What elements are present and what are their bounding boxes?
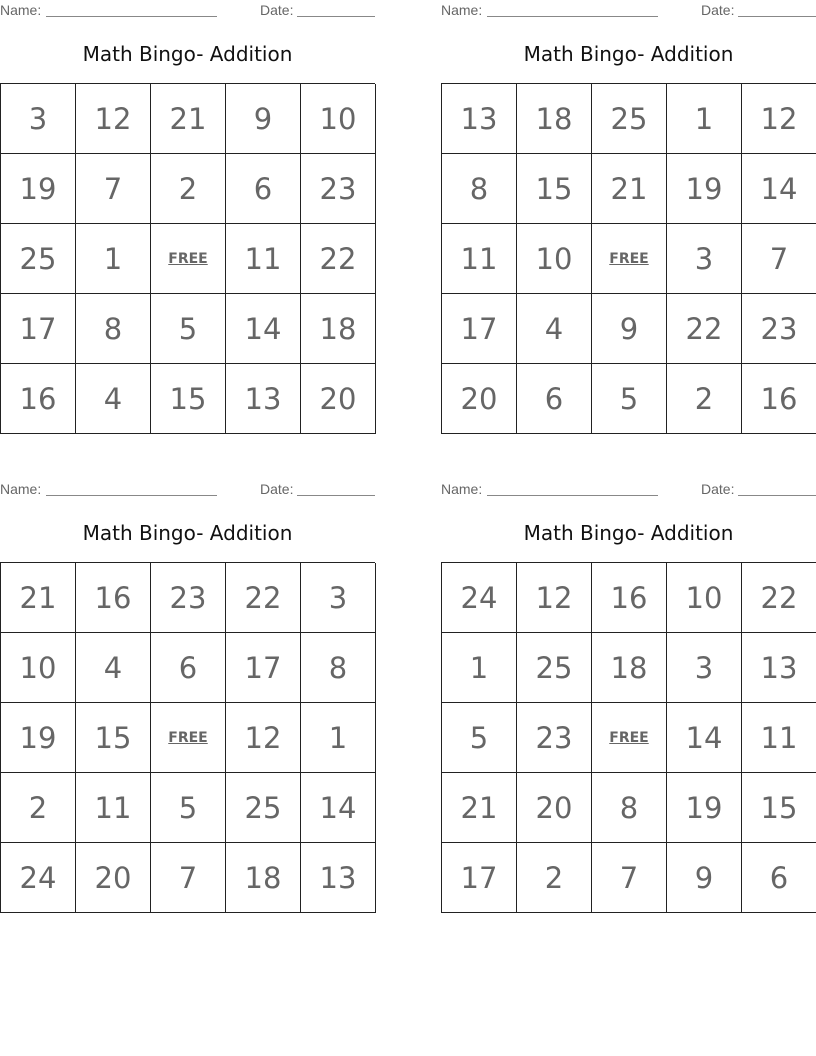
date-label: Date: bbox=[260, 481, 294, 497]
bingo-cell: 3 bbox=[1, 84, 76, 154]
bingo-cell: 5 bbox=[592, 364, 667, 434]
free-space: FREE bbox=[592, 703, 667, 773]
card-title: Math Bingo- Addition bbox=[523, 521, 734, 545]
bingo-cell: 15 bbox=[76, 703, 151, 773]
bingo-cell: 18 bbox=[592, 633, 667, 703]
bingo-cell: 24 bbox=[442, 563, 517, 633]
bingo-cell: 19 bbox=[667, 154, 742, 224]
free-space: FREE bbox=[151, 224, 226, 294]
name-label: Name: bbox=[441, 481, 483, 497]
bingo-cell: 4 bbox=[517, 294, 592, 364]
bingo-cell: 24 bbox=[1, 843, 76, 913]
bingo-cell: 1 bbox=[301, 703, 376, 773]
bingo-cell: 6 bbox=[742, 843, 816, 913]
bingo-cell: 1 bbox=[76, 224, 151, 294]
date-blank bbox=[738, 16, 816, 17]
bingo-cell: 13 bbox=[301, 843, 376, 913]
bingo-cell: 14 bbox=[301, 773, 376, 843]
bingo-cell: 5 bbox=[151, 773, 226, 843]
bingo-cell: 10 bbox=[667, 563, 742, 633]
bingo-cell: 7 bbox=[76, 154, 151, 224]
bingo-cell: 16 bbox=[592, 563, 667, 633]
card-title: Math Bingo- Addition bbox=[523, 42, 734, 66]
bingo-card-3 bbox=[0, 479, 375, 913]
bingo-cell: 21 bbox=[151, 84, 226, 154]
bingo-cell: 7 bbox=[592, 843, 667, 913]
bingo-grid bbox=[0, 562, 375, 913]
bingo-cell: 12 bbox=[76, 84, 151, 154]
bingo-cell: 7 bbox=[742, 224, 816, 294]
card-header bbox=[0, 2, 375, 20]
bingo-cell: 3 bbox=[301, 563, 376, 633]
bingo-cell: 11 bbox=[442, 224, 517, 294]
card-header bbox=[0, 481, 375, 499]
bingo-cell: 19 bbox=[1, 703, 76, 773]
bingo-grid bbox=[0, 83, 375, 434]
bingo-cell: 13 bbox=[442, 84, 517, 154]
bingo-cell: 20 bbox=[442, 364, 517, 434]
bingo-cell: 12 bbox=[517, 563, 592, 633]
card-title: Math Bingo- Addition bbox=[82, 42, 293, 66]
bingo-cell: 21 bbox=[592, 154, 667, 224]
bingo-cell: 3 bbox=[667, 633, 742, 703]
bingo-card-1 bbox=[0, 0, 375, 434]
date-blank bbox=[297, 495, 375, 496]
free-space: FREE bbox=[151, 703, 226, 773]
bingo-grid bbox=[441, 562, 816, 913]
bingo-cell: 25 bbox=[226, 773, 301, 843]
date-label: Date: bbox=[260, 2, 294, 18]
bingo-cell: 16 bbox=[76, 563, 151, 633]
bingo-cell: 6 bbox=[151, 633, 226, 703]
bingo-cell: 10 bbox=[1, 633, 76, 703]
bingo-cell: 5 bbox=[151, 294, 226, 364]
bingo-cell: 4 bbox=[76, 633, 151, 703]
bingo-cell: 25 bbox=[517, 633, 592, 703]
name-label: Name: bbox=[0, 2, 42, 18]
card-title: Math Bingo- Addition bbox=[82, 521, 293, 545]
bingo-cell: 25 bbox=[1, 224, 76, 294]
bingo-cell: 13 bbox=[226, 364, 301, 434]
bingo-cell: 11 bbox=[76, 773, 151, 843]
bingo-cell: 17 bbox=[442, 843, 517, 913]
bingo-card-4 bbox=[441, 479, 816, 913]
date-label: Date: bbox=[701, 2, 735, 18]
bingo-cell: 11 bbox=[226, 224, 301, 294]
bingo-cell: 22 bbox=[301, 224, 376, 294]
name-blank bbox=[487, 495, 658, 496]
date-blank bbox=[738, 495, 816, 496]
bingo-cell: 8 bbox=[301, 633, 376, 703]
bingo-cell: 6 bbox=[517, 364, 592, 434]
bingo-cell: 3 bbox=[667, 224, 742, 294]
bingo-cell: 11 bbox=[742, 703, 816, 773]
bingo-cell: 22 bbox=[226, 563, 301, 633]
bingo-cell: 21 bbox=[1, 563, 76, 633]
bingo-cell: 1 bbox=[667, 84, 742, 154]
name-blank bbox=[46, 495, 217, 496]
bingo-cell: 23 bbox=[517, 703, 592, 773]
bingo-cell: 2 bbox=[151, 154, 226, 224]
bingo-cell: 20 bbox=[517, 773, 592, 843]
card-header bbox=[441, 2, 816, 20]
card-header bbox=[441, 481, 816, 499]
name-blank bbox=[46, 16, 217, 17]
bingo-cell: 4 bbox=[76, 364, 151, 434]
bingo-cell: 7 bbox=[151, 843, 226, 913]
bingo-cell: 19 bbox=[667, 773, 742, 843]
bingo-cell: 2 bbox=[517, 843, 592, 913]
bingo-cell: 17 bbox=[442, 294, 517, 364]
name-label: Name: bbox=[0, 481, 42, 497]
bingo-cell: 15 bbox=[742, 773, 816, 843]
bingo-cell: 10 bbox=[301, 84, 376, 154]
bingo-cell: 2 bbox=[667, 364, 742, 434]
bingo-cell: 20 bbox=[301, 364, 376, 434]
bingo-cell: 16 bbox=[1, 364, 76, 434]
bingo-cell: 18 bbox=[226, 843, 301, 913]
bingo-cell: 9 bbox=[667, 843, 742, 913]
bingo-cell: 22 bbox=[667, 294, 742, 364]
bingo-cell: 23 bbox=[151, 563, 226, 633]
bingo-cell: 13 bbox=[742, 633, 816, 703]
date-blank bbox=[297, 16, 375, 17]
bingo-cell: 17 bbox=[226, 633, 301, 703]
bingo-cell: 8 bbox=[592, 773, 667, 843]
bingo-cell: 12 bbox=[226, 703, 301, 773]
bingo-cell: 2 bbox=[1, 773, 76, 843]
bingo-cell: 25 bbox=[592, 84, 667, 154]
bingo-cell: 21 bbox=[442, 773, 517, 843]
bingo-cell: 9 bbox=[592, 294, 667, 364]
bingo-cell: 14 bbox=[667, 703, 742, 773]
bingo-cell: 14 bbox=[226, 294, 301, 364]
bingo-cell: 9 bbox=[226, 84, 301, 154]
bingo-cell: 17 bbox=[1, 294, 76, 364]
bingo-cell: 16 bbox=[742, 364, 816, 434]
bingo-cell: 8 bbox=[442, 154, 517, 224]
bingo-cell: 20 bbox=[76, 843, 151, 913]
date-label: Date: bbox=[701, 481, 735, 497]
bingo-cell: 23 bbox=[742, 294, 816, 364]
bingo-cell: 14 bbox=[742, 154, 816, 224]
bingo-cell: 23 bbox=[301, 154, 376, 224]
bingo-cell: 15 bbox=[151, 364, 226, 434]
bingo-card-2 bbox=[441, 0, 816, 434]
bingo-grid bbox=[441, 83, 816, 434]
bingo-cell: 19 bbox=[1, 154, 76, 224]
bingo-cell: 6 bbox=[226, 154, 301, 224]
bingo-cell: 18 bbox=[517, 84, 592, 154]
name-blank bbox=[487, 16, 658, 17]
bingo-cell: 18 bbox=[301, 294, 376, 364]
free-space: FREE bbox=[592, 224, 667, 294]
bingo-cell: 22 bbox=[742, 563, 816, 633]
bingo-cell: 8 bbox=[76, 294, 151, 364]
bingo-cell: 10 bbox=[517, 224, 592, 294]
name-label: Name: bbox=[441, 2, 483, 18]
bingo-cell: 5 bbox=[442, 703, 517, 773]
bingo-cell: 12 bbox=[742, 84, 816, 154]
bingo-cell: 1 bbox=[442, 633, 517, 703]
bingo-cell: 15 bbox=[517, 154, 592, 224]
